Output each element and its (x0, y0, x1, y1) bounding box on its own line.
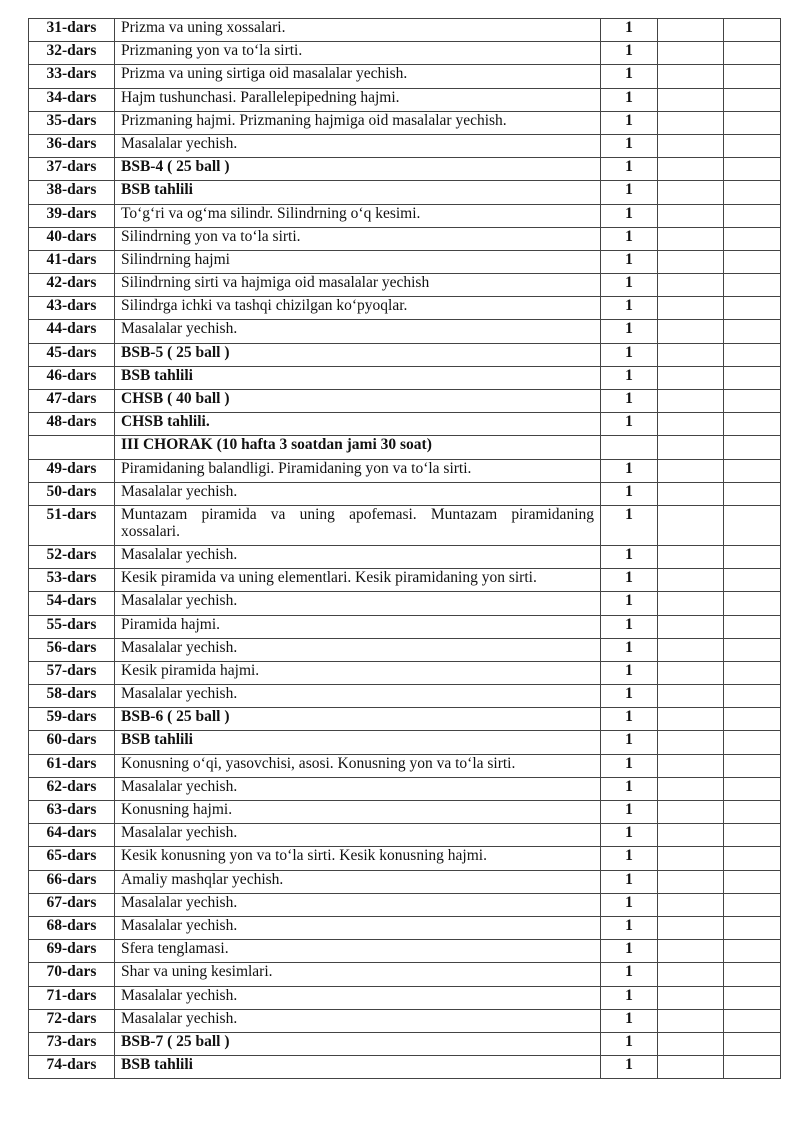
lesson-hours: 1 (601, 227, 658, 250)
lesson-number: 37-dars (29, 158, 115, 181)
lesson-row (29, 1056, 781, 1079)
lesson-number: 61-dars (29, 754, 115, 777)
lesson-row (29, 505, 781, 545)
lesson-hours: 1 (601, 42, 658, 65)
lesson-topic: BSB-5 ( 25 ball ) (115, 343, 601, 366)
lesson-topic: Masalalar yechish. (115, 134, 601, 157)
lesson-hours: 1 (601, 274, 658, 297)
lesson-number: 64-dars (29, 824, 115, 847)
lesson-number: 51-dars (29, 505, 115, 545)
lesson-row (29, 963, 781, 986)
note-cell (724, 569, 781, 592)
lesson-number: 68-dars (29, 916, 115, 939)
date-cell (658, 1032, 724, 1055)
lesson-topic: Masalalar yechish. (115, 592, 601, 615)
date-cell (658, 297, 724, 320)
lesson-row (29, 801, 781, 824)
lesson-row (29, 88, 781, 111)
note-cell (724, 870, 781, 893)
lesson-hours: 1 (601, 801, 658, 824)
date-cell (658, 592, 724, 615)
note-cell (724, 459, 781, 482)
lesson-number: 55-dars (29, 615, 115, 638)
lesson-row (29, 42, 781, 65)
lesson-number: 35-dars (29, 111, 115, 134)
lesson-topic: Prizma va uning sirtiga oid masalalar yechish. (115, 65, 601, 88)
lesson-number: 73-dars (29, 1032, 115, 1055)
lesson-row (29, 227, 781, 250)
lesson-topic: BSB-7 ( 25 ball ) (115, 1032, 601, 1055)
lesson-topic: Masalalar yechish. (115, 545, 601, 568)
lesson-hours: 1 (601, 505, 658, 545)
note-cell (724, 545, 781, 568)
lesson-row (29, 708, 781, 731)
lesson-hours: 1 (601, 1009, 658, 1032)
lesson-number: 43-dars (29, 297, 115, 320)
note-cell (724, 847, 781, 870)
lesson-topic: Masalalar yechish. (115, 482, 601, 505)
lesson-row (29, 615, 781, 638)
lesson-number: 49-dars (29, 459, 115, 482)
lesson-row (29, 111, 781, 134)
lesson-number: 39-dars (29, 204, 115, 227)
date-cell (658, 390, 724, 413)
date-cell (658, 482, 724, 505)
lesson-row (29, 916, 781, 939)
lesson-hours: 1 (601, 545, 658, 568)
lesson-hours: 1 (601, 181, 658, 204)
note-cell (724, 19, 781, 42)
lesson-row (29, 459, 781, 482)
lesson-row (29, 870, 781, 893)
date-cell (658, 893, 724, 916)
note-cell (724, 638, 781, 661)
lesson-hours: 1 (601, 592, 658, 615)
date-cell (658, 343, 724, 366)
note-cell (724, 413, 781, 436)
lesson-hours: 1 (601, 870, 658, 893)
lesson-topic: BSB tahlili (115, 1056, 601, 1079)
lesson-topic: Masalalar yechish. (115, 685, 601, 708)
lesson-row (29, 592, 781, 615)
note-cell (724, 731, 781, 754)
note-cell (724, 436, 781, 459)
lesson-row (29, 824, 781, 847)
lesson-number: 40-dars (29, 227, 115, 250)
lesson-topic: Piramidaning balandligi. Piramidaning yon va to‘la sirti. (115, 459, 601, 482)
lesson-number: 44-dars (29, 320, 115, 343)
lesson-row (29, 134, 781, 157)
lesson-number: 47-dars (29, 390, 115, 413)
lesson-number: 50-dars (29, 482, 115, 505)
lesson-number: 53-dars (29, 569, 115, 592)
date-cell (658, 436, 724, 459)
lesson-hours: 1 (601, 963, 658, 986)
lesson-row (29, 731, 781, 754)
lesson-number: 32-dars (29, 42, 115, 65)
lesson-number: 56-dars (29, 638, 115, 661)
date-cell (658, 111, 724, 134)
lesson-number: 41-dars (29, 250, 115, 273)
lesson-hours: 1 (601, 111, 658, 134)
lesson-row (29, 204, 781, 227)
lesson-hours: 1 (601, 413, 658, 436)
lesson-hours: 1 (601, 88, 658, 111)
lesson-number: 58-dars (29, 685, 115, 708)
lesson-row (29, 343, 781, 366)
date-cell (658, 227, 724, 250)
date-cell (658, 940, 724, 963)
lesson-row (29, 482, 781, 505)
lesson-number: 72-dars (29, 1009, 115, 1032)
lesson-number: 60-dars (29, 731, 115, 754)
lesson-hours: 1 (601, 482, 658, 505)
lesson-plan-body (29, 19, 781, 1079)
lesson-row (29, 893, 781, 916)
lesson-row (29, 940, 781, 963)
lesson-topic: BSB tahlili (115, 181, 601, 204)
lesson-hours: 1 (601, 366, 658, 389)
note-cell (724, 204, 781, 227)
note-cell (724, 343, 781, 366)
note-cell (724, 320, 781, 343)
note-cell (724, 940, 781, 963)
date-cell (658, 754, 724, 777)
lesson-topic: Silindrning hajmi (115, 250, 601, 273)
lesson-topic: Amaliy mashqlar yechish. (115, 870, 601, 893)
note-cell (724, 1009, 781, 1032)
lesson-hours: 1 (601, 459, 658, 482)
date-cell (658, 204, 724, 227)
date-cell (658, 19, 724, 42)
lesson-hours: 1 (601, 158, 658, 181)
note-cell (724, 963, 781, 986)
lesson-hours: 1 (601, 777, 658, 800)
lesson-row (29, 661, 781, 684)
lesson-hours: 1 (601, 19, 658, 42)
lesson-topic: Prizmaning hajmi. Prizmaning hajmiga oid masalalar yechish. (115, 111, 601, 134)
lesson-number: 38-dars (29, 181, 115, 204)
lesson-row (29, 1032, 781, 1055)
lesson-number: 36-dars (29, 134, 115, 157)
lesson-hours: 1 (601, 916, 658, 939)
note-cell (724, 661, 781, 684)
lesson-hours: 1 (601, 893, 658, 916)
date-cell (658, 986, 724, 1009)
note-cell (724, 801, 781, 824)
lesson-row (29, 638, 781, 661)
date-cell (658, 731, 724, 754)
lesson-number: 31-dars (29, 19, 115, 42)
lesson-row (29, 65, 781, 88)
lesson-hours: 1 (601, 708, 658, 731)
lesson-topic: Hajm tushunchasi. Parallelepipedning hajmi. (115, 88, 601, 111)
lesson-row (29, 413, 781, 436)
note-cell (724, 227, 781, 250)
note-cell (724, 88, 781, 111)
note-cell (724, 111, 781, 134)
date-cell (658, 413, 724, 436)
lesson-topic: Shar va uning kesimlari. (115, 963, 601, 986)
note-cell (724, 505, 781, 545)
lesson-hours: 1 (601, 320, 658, 343)
lesson-row (29, 777, 781, 800)
note-cell (724, 777, 781, 800)
date-cell (658, 545, 724, 568)
date-cell (658, 777, 724, 800)
lesson-topic: Kesik konusning yon va to‘la sirti. Kesik konusning hajmi. (115, 847, 601, 870)
note-cell (724, 1032, 781, 1055)
date-cell (658, 661, 724, 684)
date-cell (658, 569, 724, 592)
date-cell (658, 824, 724, 847)
date-cell (658, 65, 724, 88)
lesson-number: 54-dars (29, 592, 115, 615)
lesson-number: 69-dars (29, 940, 115, 963)
lesson-hours: 1 (601, 824, 658, 847)
date-cell (658, 870, 724, 893)
date-cell (658, 366, 724, 389)
lesson-row (29, 274, 781, 297)
date-cell (658, 1056, 724, 1079)
lesson-number: 46-dars (29, 366, 115, 389)
lesson-topic: Masalalar yechish. (115, 916, 601, 939)
date-cell (658, 916, 724, 939)
lesson-hours: 1 (601, 134, 658, 157)
lesson-row (29, 569, 781, 592)
lesson-hours: 1 (601, 986, 658, 1009)
date-cell (658, 459, 724, 482)
lesson-hours: 1 (601, 204, 658, 227)
note-cell (724, 42, 781, 65)
lesson-number: 66-dars (29, 870, 115, 893)
note-cell (724, 986, 781, 1009)
lesson-plan-table (28, 18, 781, 1079)
note-cell (724, 366, 781, 389)
lesson-topic: Silindrning sirti va hajmiga oid masalalar yechish (115, 274, 601, 297)
lesson-topic: Masalalar yechish. (115, 1009, 601, 1032)
section-heading: III CHORAK (10 hafta 3 soatdan jami 30 soat) (115, 436, 601, 459)
lesson-row (29, 685, 781, 708)
date-cell (658, 320, 724, 343)
note-cell (724, 158, 781, 181)
note-cell (724, 592, 781, 615)
lesson-hours: 1 (601, 685, 658, 708)
lesson-hours: 1 (601, 569, 658, 592)
lesson-number: 62-dars (29, 777, 115, 800)
lesson-hours: 1 (601, 1056, 658, 1079)
lesson-topic: Kesik piramida va uning elementlari. Kesik piramidaning yon sirti. (115, 569, 601, 592)
note-cell (724, 250, 781, 273)
lesson-hours: 1 (601, 847, 658, 870)
note-cell (724, 181, 781, 204)
lesson-topic: BSB tahlili (115, 366, 601, 389)
lesson-row (29, 250, 781, 273)
lesson-number: 33-dars (29, 65, 115, 88)
lesson-topic: Masalalar yechish. (115, 824, 601, 847)
lesson-row (29, 19, 781, 42)
note-cell (724, 685, 781, 708)
lesson-hours: 1 (601, 1032, 658, 1055)
lesson-number (29, 436, 115, 459)
lesson-topic: To‘g‘ri va og‘ma silindr. Silindrning o‘q kesimi. (115, 204, 601, 227)
lesson-row (29, 297, 781, 320)
lesson-number: 59-dars (29, 708, 115, 731)
lesson-topic: Silindrning yon va to‘la sirti. (115, 227, 601, 250)
lesson-topic: BSB tahlili (115, 731, 601, 754)
date-cell (658, 801, 724, 824)
lesson-row (29, 1009, 781, 1032)
date-cell (658, 1009, 724, 1032)
lesson-topic: Prizma va uning xossalari. (115, 19, 601, 42)
lesson-topic: Masalalar yechish. (115, 893, 601, 916)
lesson-row (29, 320, 781, 343)
date-cell (658, 505, 724, 545)
lesson-topic: Masalalar yechish. (115, 320, 601, 343)
note-cell (724, 390, 781, 413)
date-cell (658, 615, 724, 638)
note-cell (724, 615, 781, 638)
lesson-hours: 1 (601, 65, 658, 88)
lesson-topic: Sfera tenglamasi. (115, 940, 601, 963)
lesson-hours: 1 (601, 731, 658, 754)
lesson-number: 45-dars (29, 343, 115, 366)
date-cell (658, 708, 724, 731)
lesson-number: 42-dars (29, 274, 115, 297)
note-cell (724, 708, 781, 731)
lesson-hours: 1 (601, 390, 658, 413)
date-cell (658, 963, 724, 986)
lesson-topic: Muntazam piramida va uning apofemasi. Muntazam piramidaning xossalari. (115, 505, 601, 545)
lesson-number: 67-dars (29, 893, 115, 916)
note-cell (724, 274, 781, 297)
lesson-row (29, 847, 781, 870)
note-cell (724, 754, 781, 777)
lesson-hours: 1 (601, 661, 658, 684)
lesson-number: 70-dars (29, 963, 115, 986)
lesson-topic: Masalalar yechish. (115, 986, 601, 1009)
lesson-row (29, 545, 781, 568)
section-row (29, 436, 781, 459)
lesson-hours: 1 (601, 754, 658, 777)
note-cell (724, 916, 781, 939)
date-cell (658, 250, 724, 273)
lesson-topic: Konusning o‘qi, yasovchisi, asosi. Konusning yon va to‘la sirti. (115, 754, 601, 777)
date-cell (658, 181, 724, 204)
lesson-number: 57-dars (29, 661, 115, 684)
lesson-row (29, 158, 781, 181)
lesson-row (29, 366, 781, 389)
lesson-number: 52-dars (29, 545, 115, 568)
lesson-row (29, 181, 781, 204)
lesson-topic: CHSB ( 40 ball ) (115, 390, 601, 413)
lesson-number: 71-dars (29, 986, 115, 1009)
note-cell (724, 824, 781, 847)
date-cell (658, 42, 724, 65)
date-cell (658, 847, 724, 870)
lesson-number: 34-dars (29, 88, 115, 111)
lesson-topic: CHSB tahlili. (115, 413, 601, 436)
lesson-topic: Piramida hajmi. (115, 615, 601, 638)
lesson-topic: Kesik piramida hajmi. (115, 661, 601, 684)
lesson-hours: 1 (601, 638, 658, 661)
lesson-number: 65-dars (29, 847, 115, 870)
lesson-number: 48-dars (29, 413, 115, 436)
date-cell (658, 685, 724, 708)
lesson-hours (601, 436, 658, 459)
lesson-topic: Silindrga ichki va tashqi chizilgan ko‘pyoqlar. (115, 297, 601, 320)
note-cell (724, 134, 781, 157)
date-cell (658, 134, 724, 157)
note-cell (724, 1056, 781, 1079)
note-cell (724, 482, 781, 505)
lesson-hours: 1 (601, 615, 658, 638)
lesson-row (29, 986, 781, 1009)
lesson-topic: BSB-4 ( 25 ball ) (115, 158, 601, 181)
lesson-hours: 1 (601, 297, 658, 320)
note-cell (724, 893, 781, 916)
lesson-topic: Prizmaning yon va to‘la sirti. (115, 42, 601, 65)
note-cell (724, 297, 781, 320)
lesson-row (29, 390, 781, 413)
lesson-number: 63-dars (29, 801, 115, 824)
date-cell (658, 638, 724, 661)
lesson-topic: Masalalar yechish. (115, 777, 601, 800)
lesson-hours: 1 (601, 940, 658, 963)
date-cell (658, 274, 724, 297)
lesson-hours: 1 (601, 343, 658, 366)
lesson-topic: Konusning hajmi. (115, 801, 601, 824)
lesson-number: 74-dars (29, 1056, 115, 1079)
lesson-row (29, 754, 781, 777)
date-cell (658, 158, 724, 181)
date-cell (658, 88, 724, 111)
lesson-topic: BSB-6 ( 25 ball ) (115, 708, 601, 731)
note-cell (724, 65, 781, 88)
lesson-hours: 1 (601, 250, 658, 273)
lesson-topic: Masalalar yechish. (115, 638, 601, 661)
